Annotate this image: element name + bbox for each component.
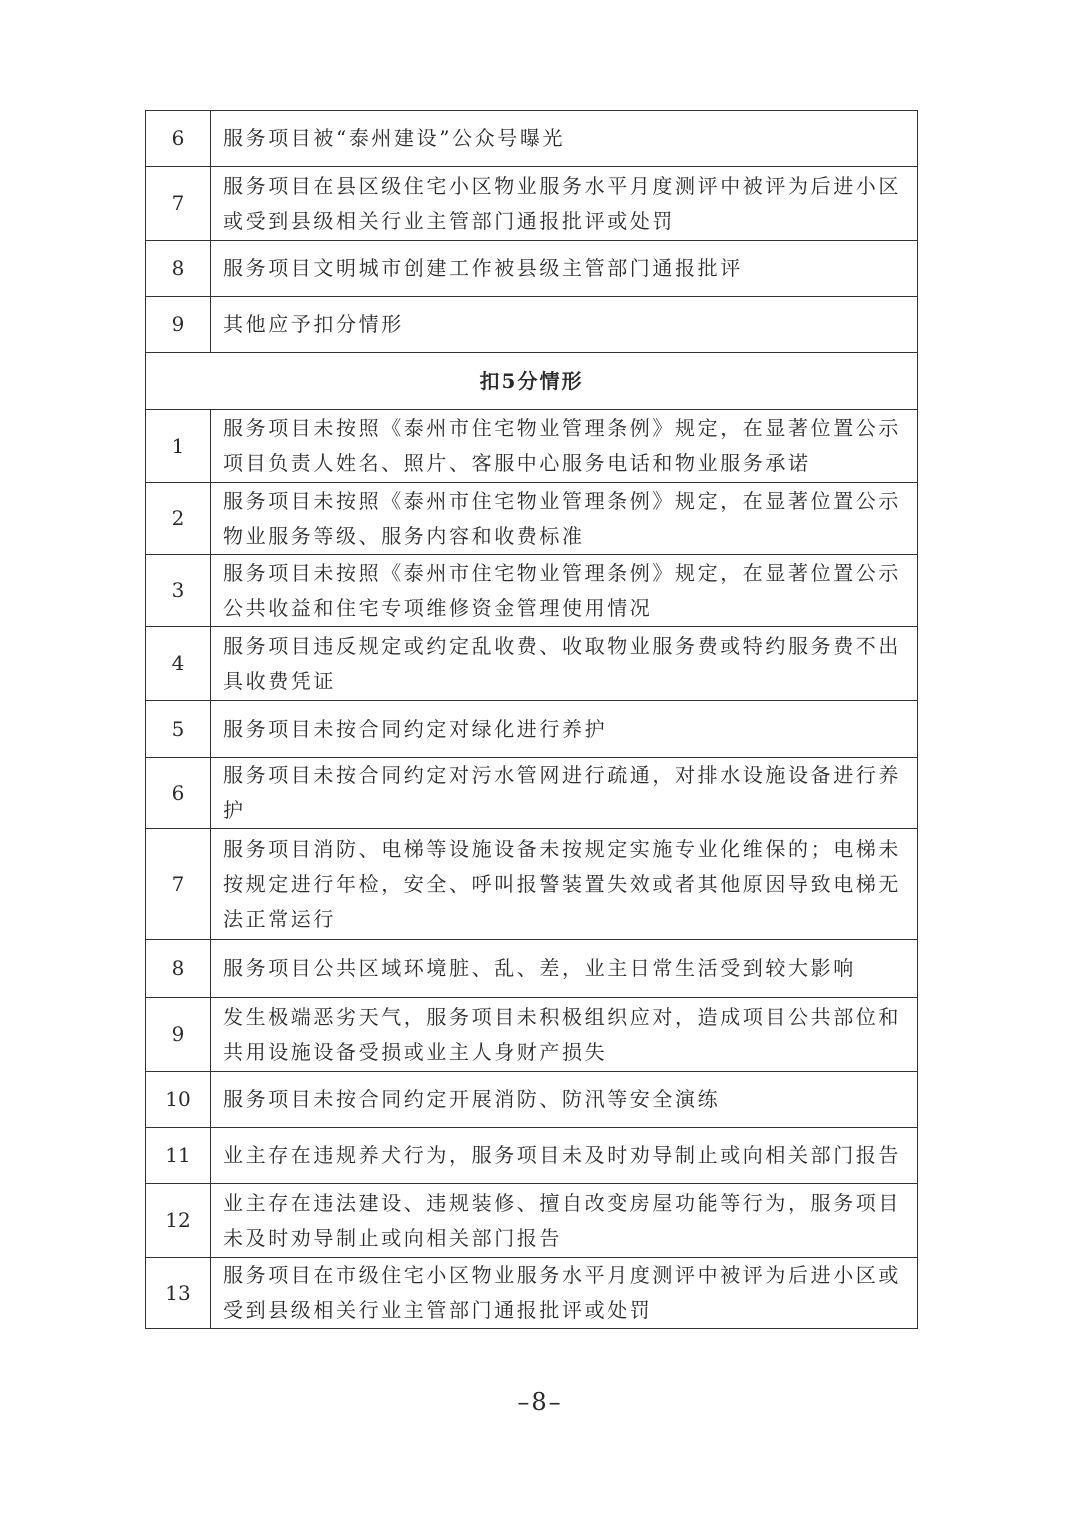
table-row [146,483,918,555]
deduction-table [145,110,918,1329]
row-description: 服务项目在县区级住宅小区物业服务水平月度测评中被评为后进小区或受到县级相关行业主管部门通报批评或处罚 [211,167,918,241]
row-number: 8 [146,940,211,998]
row-number: 11 [146,1128,211,1184]
row-description: 服务项目被“泰州建设”公众号曝光 [211,111,918,167]
table-row [146,701,918,758]
table-row [146,1184,918,1258]
table-row [146,940,918,998]
table-row [146,297,918,353]
row-description: 服务项目未按合同约定开展消防、防汛等安全演练 [211,1072,918,1128]
row-number: 7 [146,167,211,241]
row-description: 服务项目消防、电梯等设施设备未按规定实施专业化维保的；电梯未按规定进行年检，安全、呼叫报警装置失效或者其他原因导致电梯无法正常运行 [211,829,918,940]
row-description: 发生极端恶劣天气，服务项目未积极组织应对，造成项目公共部位和共用设施设备受损或业主人身财产损失 [211,998,918,1072]
row-number: 4 [146,627,211,701]
row-description: 业主存在违规养犬行为，服务项目未及时劝导制止或向相关部门报告 [211,1128,918,1184]
row-description: 其他应予扣分情形 [211,297,918,353]
page-number: –8– [517,1388,563,1416]
table-row [146,1258,918,1329]
section-header: 扣5分情形 [146,353,918,410]
row-number: 7 [146,829,211,940]
table-row [146,1072,918,1128]
row-description: 服务项目公共区域环境脏、乱、差，业主日常生活受到较大影响 [211,940,918,998]
table-row [146,829,918,940]
row-number: 5 [146,701,211,758]
row-description: 服务项目文明城市创建工作被县级主管部门通报批评 [211,241,918,297]
row-number: 6 [146,758,211,829]
table-row [146,555,918,627]
row-description: 服务项目未按合同约定对绿化进行养护 [211,701,918,758]
row-number: 10 [146,1072,211,1128]
row-number: 6 [146,111,211,167]
table-row [146,111,918,167]
row-number: 1 [146,410,211,483]
row-number: 8 [146,241,211,297]
table-row [146,627,918,701]
table-row [146,241,918,297]
table-row [146,167,918,241]
row-number: 9 [146,297,211,353]
row-description: 业主存在违法建设、违规装修、擅自改变房屋功能等行为，服务项目未及时劝导制止或向相关部门报告 [211,1184,918,1258]
row-number: 9 [146,998,211,1072]
row-description: 服务项目未按照《泰州市住宅物业管理条例》规定，在显著位置公示公共收益和住宅专项维修资金管理使用情况 [211,555,918,627]
row-description: 服务项目未按照《泰州市住宅物业管理条例》规定，在显著位置公示物业服务等级、服务内容和收费标准 [211,483,918,555]
table-row [146,410,918,483]
row-description: 服务项目违反规定或约定乱收费、收取物业服务费或特约服务费不出具收费凭证 [211,627,918,701]
row-description: 服务项目未按照《泰州市住宅物业管理条例》规定，在显著位置公示项目负责人姓名、照片、客服中心服务电话和物业服务承诺 [211,410,918,483]
row-description: 服务项目在市级住宅小区物业服务水平月度测评中被评为后进小区或受到县级相关行业主管部门通报批评或处罚 [211,1258,918,1329]
table-row [146,998,918,1072]
row-number: 13 [146,1258,211,1329]
table-row [146,1128,918,1184]
row-number: 2 [146,483,211,555]
section-header-row [146,353,918,410]
row-number: 3 [146,555,211,627]
table-row [146,758,918,829]
row-number: 12 [146,1184,211,1258]
row-description: 服务项目未按合同约定对污水管网进行疏通，对排水设施设备进行养护 [211,758,918,829]
